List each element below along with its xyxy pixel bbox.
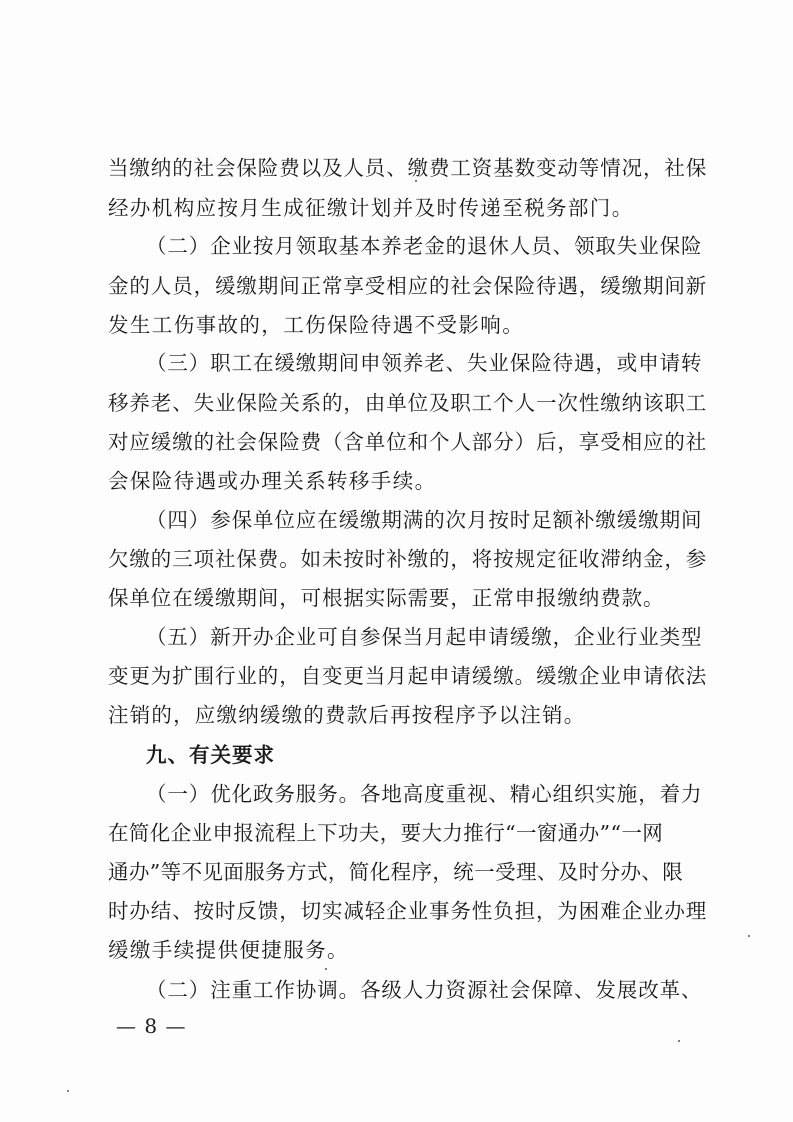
scan-speck xyxy=(748,935,750,937)
text-line: （五）新开办企业可自参保当月起申请缓缴，企业行业类型 xyxy=(146,625,703,649)
text-line: 经办机构应按月生成征缴计划并及时传递至税务部门。 xyxy=(108,196,634,220)
text-line: 会保险待遇或办理关系转移手续。 xyxy=(108,469,437,493)
text-line: 时办结、按时反馈，切实减轻企业事务性负担，为困难企业办理 xyxy=(108,899,708,923)
text-line: 在简化企业申报流程上下功夫，要大力推行“一窗通办”“一网 xyxy=(108,821,664,845)
page-number: — 8 — xyxy=(116,1014,187,1038)
text-line: （一）优化政务服务。各地高度重视、精心组织实施，着力 xyxy=(146,782,703,806)
text-line: 变更为扩围行业的，自变更当月起申请缓缴。缓缴企业申请依法 xyxy=(108,664,708,688)
text-line: （二）注重工作协调。各级人力资源社会保障、发展改革、 xyxy=(146,978,703,1002)
text-line: 通办”等不见面服务方式，简化程序，统一受理、及时分办、限 xyxy=(108,860,684,884)
scan-speck xyxy=(325,968,327,970)
text-line: 注销的，应缴纳缓缴的费款后再按程序予以注销。 xyxy=(108,703,586,727)
scan-speck xyxy=(415,180,417,182)
text-line: （二）企业按月领取基本养老金的退休人员、领取失业保险 xyxy=(146,234,703,258)
text-line: 欠缴的三项社保费。如未按时补缴的，将按规定征收滞纳金，参 xyxy=(108,547,708,571)
text-line: 发生工伤事故的，工伤保险待遇不受影响。 xyxy=(108,313,525,337)
text-line: 移养老、失业保险关系的，由单位及职工个人一次性缴纳该职工 xyxy=(108,391,708,415)
text-line: （四）参保单位应在缓缴期满的次月按时足额补缴缓缴期间 xyxy=(146,508,703,532)
section-heading: 九、有关要求 xyxy=(146,743,275,767)
text-line: （三）职工在缓缴期间申领养老、失业保险待遇，或申请转 xyxy=(146,351,703,375)
scan-speck xyxy=(678,1040,680,1042)
text-line: 保单位在缓缴期间，可根据实际需要，正常申报缴纳费款。 xyxy=(108,586,665,610)
text-line: 金的人员，缓缴期间正常享受相应的社会保险待遇，缓缴期间新 xyxy=(108,274,708,298)
text-line: 当缴纳的社会保险费以及人员、缴费工资基数变动等情况，社保 xyxy=(108,156,708,180)
text-line: 对应缓缴的社会保险费（含单位和个人部分）后，享受相应的社 xyxy=(108,430,708,454)
scan-speck xyxy=(67,1090,69,1092)
text-line: 缓缴手续提供便捷服务。 xyxy=(108,938,349,962)
